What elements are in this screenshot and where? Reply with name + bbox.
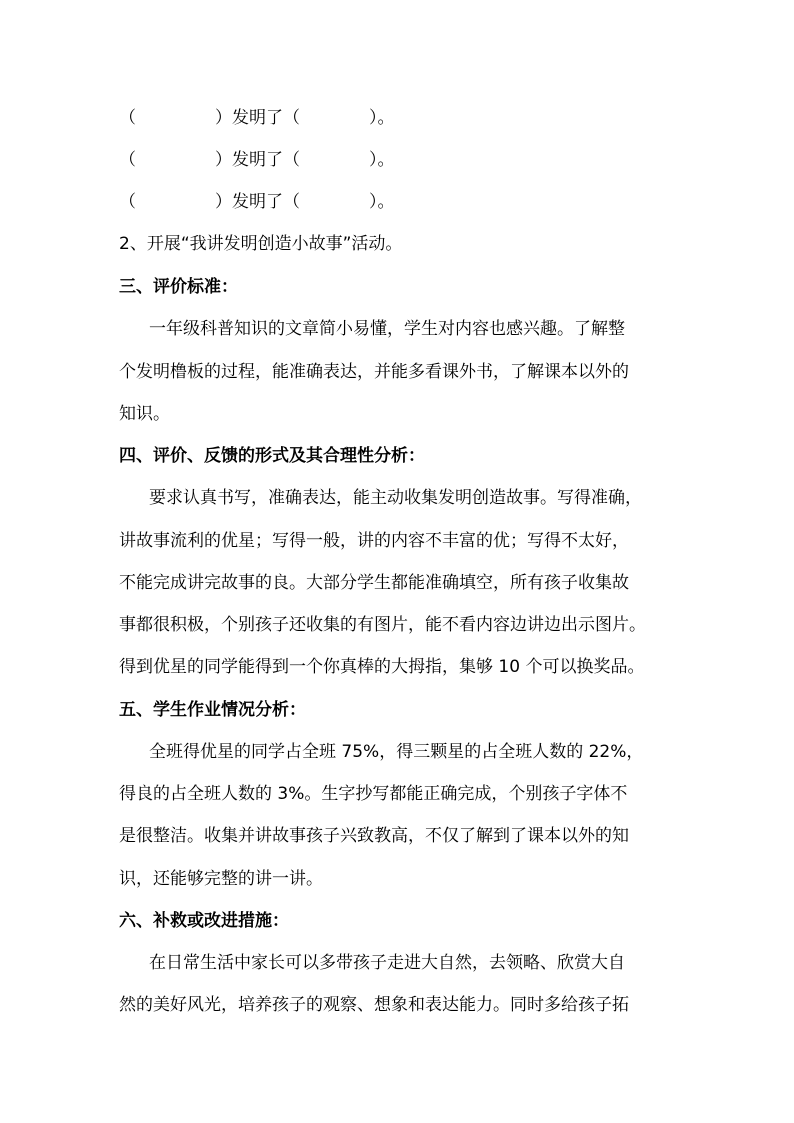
paragraph-line: 不能完成讲完故事的良。大部分学生都能准确填空，所有孩子收集故 <box>119 573 629 593</box>
paragraph-line: 识，还能够完整的讲一讲。 <box>119 869 323 889</box>
blank-close: ）。 <box>369 150 395 170</box>
section-5-title: 五、学生作业情况分析： <box>119 700 306 720</box>
section-4-title: 四、评价、反馈的形式及其合理性分析： <box>119 446 425 466</box>
paragraph-line: 然的美好风光，培养孩子的观察、想象和表达能力。同时多给孩子拓 <box>119 995 629 1015</box>
blank-open: （ <box>119 150 136 170</box>
blank-mid: ）发明了（ <box>215 150 300 170</box>
paragraph-line: 得到优星的同学能得到一个你真棒的大拇指，集够 10 个可以换奖品。 <box>119 657 645 677</box>
fill-blank-row <box>119 149 395 171</box>
paragraph-line: 是很整洁。收集并讲故事孩子兴致教高，不仅了解到了课本以外的知 <box>119 826 629 846</box>
blank-mid: ）发明了（ <box>215 108 300 128</box>
blank-close: ）。 <box>369 192 395 212</box>
paragraph-line: 得良的占全班人数的 3%。生字抄写都能正确完成，个别孩子字体不 <box>119 784 628 804</box>
fill-blank-row <box>119 107 395 129</box>
blank-mid: ）发明了（ <box>215 192 300 212</box>
fill-blank-row <box>119 191 395 213</box>
paragraph-line: 在日常生活中家长可以多带孩子走进大自然，去领略、欣赏大自 <box>149 953 625 973</box>
blank-open: （ <box>119 192 136 212</box>
section-3-title: 三、评价标准： <box>119 277 238 297</box>
paragraph-line: 知识。 <box>119 404 170 424</box>
paragraph-line: 全班得优星的同学占全班 75%，得三颗星的占全班人数的 22%， <box>149 742 644 762</box>
blank-open: （ <box>119 108 136 128</box>
section-6-title: 六、补救或改进措施： <box>119 911 289 931</box>
paragraph-line: 讲故事流利的优星；写得一般，讲的内容不丰富的优；写得不太好， <box>119 531 629 551</box>
paragraph-line: 事都很积极，个别孩子还收集的有图片，能不看内容边讲边出示图片。 <box>119 615 646 635</box>
paragraph-line: 个发明橹板的过程，能准确表达，并能多看课外书，了解课本以外的 <box>119 362 629 382</box>
item-2: 2、开展“我讲发明创造小故事”活动。 <box>119 234 403 254</box>
paragraph-line: 要求认真书写，准确表达，能主动收集发明创造故事。写得准确， <box>149 488 642 508</box>
paragraph-line: 一年级科普知识的文章简小易懂，学生对内容也感兴趣。了解整 <box>149 319 625 339</box>
blank-close: ）。 <box>369 108 395 128</box>
